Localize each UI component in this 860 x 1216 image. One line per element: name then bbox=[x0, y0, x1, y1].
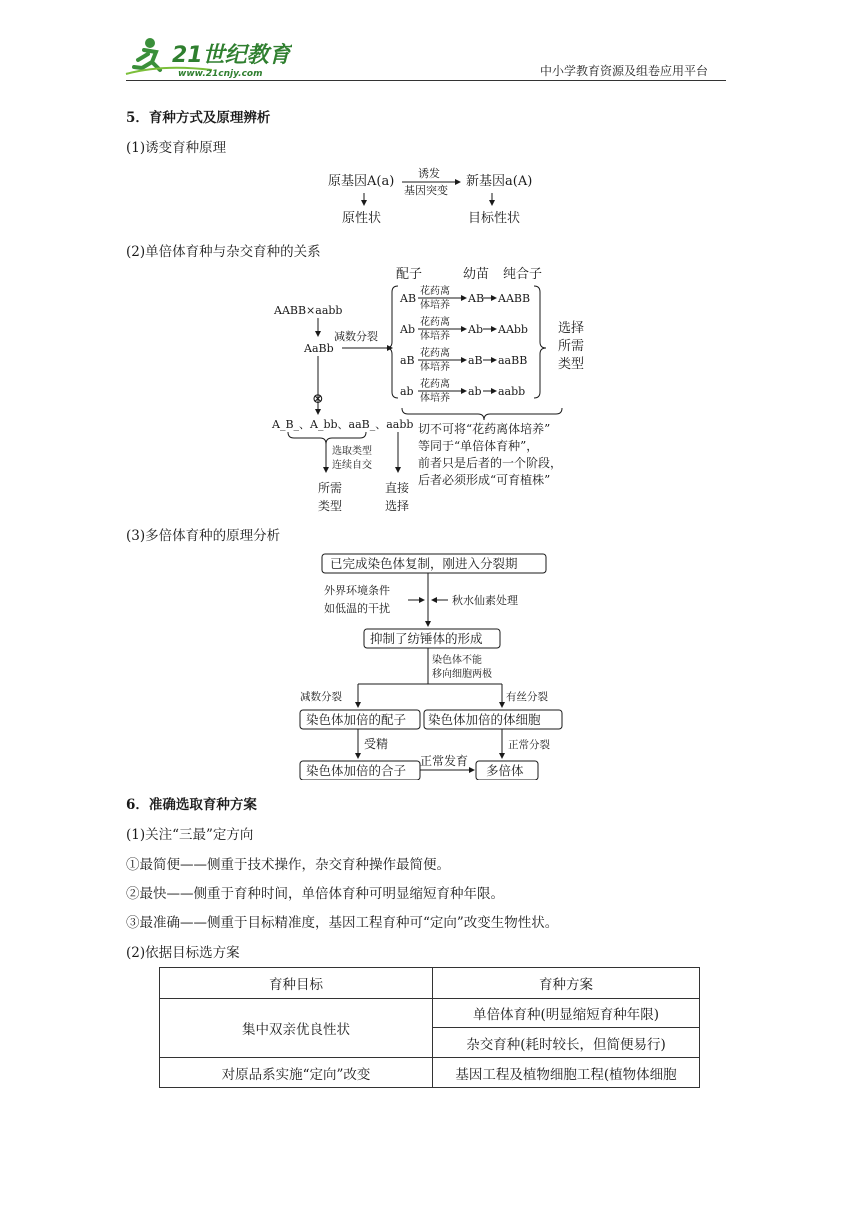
need-type-1: 所需 bbox=[318, 481, 343, 495]
section6-sub1: (1)关注“三最”定方向 bbox=[126, 827, 254, 843]
box-gamete-text: 染色体加倍的配子 bbox=[306, 712, 407, 727]
note-line-1: 切不可将“花药离体培养” bbox=[418, 422, 551, 436]
select-2: 所需 bbox=[558, 339, 585, 354]
section5-sub1: (1)诱变育种原理 bbox=[126, 140, 227, 156]
header-gamete: 配子 bbox=[396, 267, 423, 282]
seedling-aB: aB bbox=[468, 354, 483, 367]
culture-label-top: 花药离 bbox=[420, 286, 450, 297]
site-logo bbox=[122, 34, 292, 82]
table-row bbox=[160, 1058, 700, 1088]
fertilization-label: 受精 bbox=[364, 737, 389, 751]
tip-most-accurate: ③最准确——侧重于目标精准度，基因工程育种可“定向”改变生物性状。 bbox=[126, 915, 559, 931]
note-line-2: 等同于“单倍体育种”， bbox=[418, 439, 539, 453]
seedling-ab: ab bbox=[468, 385, 482, 398]
culture-label-bottom: 体培养 bbox=[420, 393, 450, 404]
breeding-table bbox=[159, 967, 700, 1088]
meiosis-label-3: 减数分裂 bbox=[300, 691, 342, 703]
induce-label: 诱发 bbox=[418, 167, 440, 180]
normal-development-label: 正常发育 bbox=[420, 754, 469, 768]
culture-label-top: 花药离 bbox=[420, 348, 450, 359]
box-replicated-text: 已完成染色体复制，刚进入分裂期 bbox=[330, 556, 518, 571]
culture-row-4 bbox=[400, 377, 525, 404]
box-somatic-text: 染色体加倍的体细胞 bbox=[428, 712, 541, 727]
parent-cross: AABB×aabb bbox=[274, 304, 343, 317]
culture-row-2 bbox=[399, 315, 528, 342]
table-row bbox=[160, 999, 700, 1028]
gamete-Ab: Ab bbox=[400, 323, 415, 336]
cannot-move-2: 移向细胞两极 bbox=[432, 669, 492, 680]
original-gene: 原基因A(a) bbox=[328, 174, 395, 189]
pure-aabb: aabb bbox=[498, 385, 526, 398]
pure-AAbb: AAbb bbox=[498, 323, 528, 336]
platform-name: 中小学教育资源及组卷应用平台 bbox=[540, 64, 709, 78]
plan-hybrid: 杂交育种(耗时较长，但简便易行) bbox=[433, 1028, 700, 1058]
new-gene: 新基因a(A) bbox=[466, 174, 533, 189]
tip-simplest: ①最简便——侧重于技术操作，杂交育种操作最简便。 bbox=[126, 857, 450, 873]
target-trait: 目标性状 bbox=[468, 211, 521, 226]
seedling-Ab: Ab bbox=[468, 323, 483, 336]
haploid-hybrid-diagram bbox=[268, 262, 598, 518]
section5-sub3: (3)多倍体育种的原理分析 bbox=[126, 528, 281, 544]
pure-aaBB: aaBB bbox=[498, 354, 528, 367]
gamete-aB: aB bbox=[400, 354, 415, 367]
normal-division-label: 正常分裂 bbox=[508, 739, 550, 751]
f2-genotypes: A_B_、A_bb、aaB_、aabb bbox=[272, 418, 414, 431]
culture-row-1 bbox=[399, 284, 530, 311]
plan-haploid: 单倍体育种(明显缩短育种年限) bbox=[433, 999, 700, 1028]
header-divider bbox=[126, 80, 726, 81]
tip-fastest: ②最快——侧重于育种时间，单倍体育种可明显缩短育种年限。 bbox=[126, 886, 504, 902]
culture-label-bottom: 体培养 bbox=[420, 300, 450, 311]
env-line-1: 外界环境条件 bbox=[324, 584, 390, 597]
header-pure: 纯合子 bbox=[503, 267, 543, 282]
logo-text: 21世纪教育 bbox=[172, 43, 291, 68]
header-plan: 育种方案 bbox=[433, 968, 700, 999]
culture-label-bottom: 体培养 bbox=[420, 362, 450, 373]
select-1: 选择 bbox=[558, 321, 585, 336]
culture-row-3 bbox=[400, 346, 527, 373]
section6-title: 6．准确选取育种方案 bbox=[126, 797, 257, 813]
gamete-AB: AB bbox=[400, 292, 417, 305]
direct-select-2: 选择 bbox=[385, 499, 410, 513]
cannot-move-1: 染色体不能 bbox=[432, 655, 482, 666]
seedling-AB: AB bbox=[468, 292, 485, 305]
env-line-2: 如低温的干扰 bbox=[324, 602, 390, 615]
header-seedling: 幼苗 bbox=[463, 267, 490, 282]
colchicine-label: 秋水仙素处理 bbox=[452, 594, 518, 607]
table-header-row bbox=[160, 968, 700, 999]
need-type-2: 类型 bbox=[318, 499, 343, 513]
original-trait: 原性状 bbox=[342, 211, 382, 226]
mutation-label: 基因突变 bbox=[404, 184, 448, 197]
culture-label-top: 花药离 bbox=[420, 317, 450, 328]
culture-label-bottom: 体培养 bbox=[420, 331, 450, 342]
direct-select-1: 直接 bbox=[385, 481, 410, 495]
pure-AABB: AABB bbox=[498, 292, 531, 305]
polyploid-diagram bbox=[296, 550, 568, 780]
note-line-4: 后者必须形成“可育植株” bbox=[418, 473, 551, 487]
gamete-ab: ab bbox=[400, 385, 414, 398]
box-zygote-text: 染色体加倍的合子 bbox=[306, 763, 407, 778]
mutation-diagram bbox=[320, 165, 550, 230]
box-spindle-text: 抑制了纺锤体的形成 bbox=[370, 631, 483, 646]
logo-url: www.21cnjy.com bbox=[178, 69, 263, 79]
selfing-symbol: ⊗ bbox=[312, 391, 324, 407]
mitosis-label: 有丝分裂 bbox=[506, 691, 548, 703]
culture-label-top: 花药离 bbox=[420, 379, 450, 390]
select-3: 类型 bbox=[558, 357, 585, 372]
section6-sub2: (2)依据目标选方案 bbox=[126, 945, 240, 961]
box-polyploid-text: 多倍体 bbox=[486, 763, 524, 778]
pick-type: 选取类型 bbox=[332, 446, 372, 457]
goal-combine: 集中双亲优良性状 bbox=[160, 999, 433, 1058]
meiosis-label: 减数分裂 bbox=[334, 330, 378, 343]
plan-genetic: 基因工程及植物细胞工程(植物体细胞 bbox=[433, 1058, 700, 1088]
section5-sub2: (2)单倍体育种与杂交育种的关系 bbox=[126, 244, 321, 260]
header-goal: 育种目标 bbox=[160, 968, 433, 999]
section5-title: 5．育种方式及原理辨析 bbox=[126, 110, 271, 126]
note-line-3: 前者只是后者的一个阶段， bbox=[418, 456, 563, 470]
continuous-selfing: 连续自交 bbox=[332, 460, 372, 471]
f1-genotype: AaBb bbox=[304, 342, 334, 355]
goal-directed: 对原品系实施“定向”改变 bbox=[160, 1058, 433, 1088]
